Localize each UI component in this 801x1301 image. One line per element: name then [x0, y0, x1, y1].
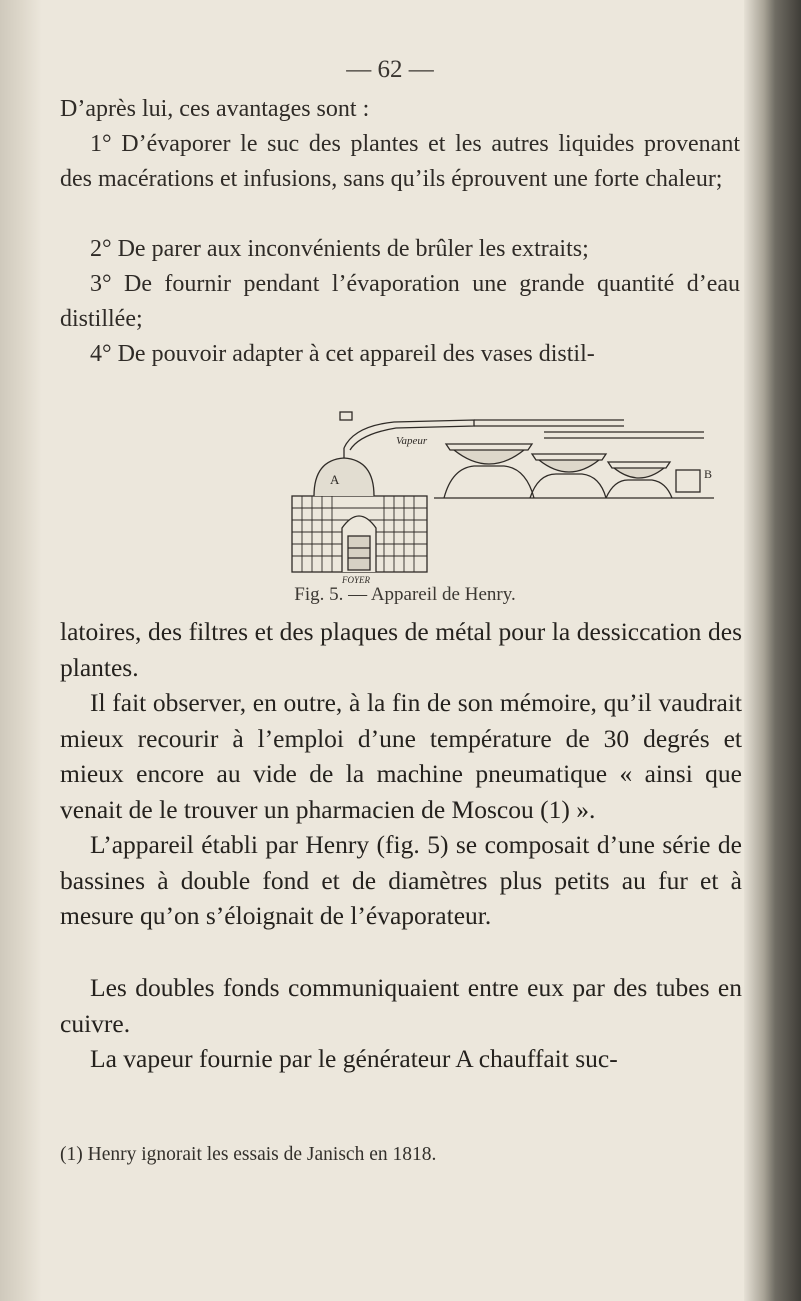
page-number: — 62 — [346, 56, 434, 83]
firebox-door [348, 536, 370, 570]
label-a: A [330, 472, 340, 487]
page-edge-shadow [744, 0, 801, 1301]
basin-2 [539, 460, 599, 472]
advantage-item: 1° D’évaporer le suc des plantes et les autres liquides provenant des macérations et infusions, sans qu’ils éprouvent une forte chaleur; [60, 131, 740, 192]
basin-1 [454, 450, 524, 464]
body-paragraph: Les doubles fonds communiquaient entre eux par des tubes en cuivre. [60, 973, 742, 1038]
basin-3 [614, 468, 664, 478]
figure-caption: Fig. 5. — Appareil de Henry. [294, 584, 516, 605]
body-paragraph: latoires, des filtres et des plaques de métal pour la dessiccation des plantes. [60, 617, 742, 682]
valve [340, 412, 352, 420]
body-paragraph: Il fait observer, en outre, à la fin de son mémoire, qu’il vaudrait mieux recourir à l’emploi d’une température de 30 degrés et mieux encore au vide de la machine pneumatique « ainsi que venait de le trouver un pharmacien de Moscou (1) ». [60, 688, 742, 824]
support-1 [444, 466, 534, 498]
body-paragraph: L’appareil établi par Henry (fig. 5) se composait d’une série de bassines à double fond et de diamètres plus petits au fur et à mesure qu’on s’éloignait de l’évaporateur. [60, 830, 742, 930]
label-b: B [704, 467, 713, 481]
label-foyer: FOYER [342, 575, 370, 584]
advantage-item: 3° De fournir pendant l’évaporation une grande quantité d’eau distillée; [60, 271, 740, 332]
basin-b [676, 470, 700, 492]
henry-apparatus-figure [284, 408, 734, 584]
advantage-item: 4° De pouvoir adapter à cet appareil des vases distil- [90, 341, 595, 367]
support-2 [530, 474, 606, 498]
page-gutter-shadow [0, 0, 42, 1301]
generator-a [314, 458, 374, 496]
footnote: (1) Henry ignorait les essais de Janisch en 1818. [60, 1144, 437, 1165]
intro-line: D’après lui, ces avantages sont : [60, 96, 370, 122]
body-paragraph: La vapeur fournie par le générateur A chauffait suc- [90, 1044, 618, 1073]
label-vapeur: Vapeur [396, 435, 428, 447]
advantage-item: 2° De parer aux inconvénients de brûler les extraits; [90, 236, 589, 262]
support-3 [606, 480, 672, 498]
